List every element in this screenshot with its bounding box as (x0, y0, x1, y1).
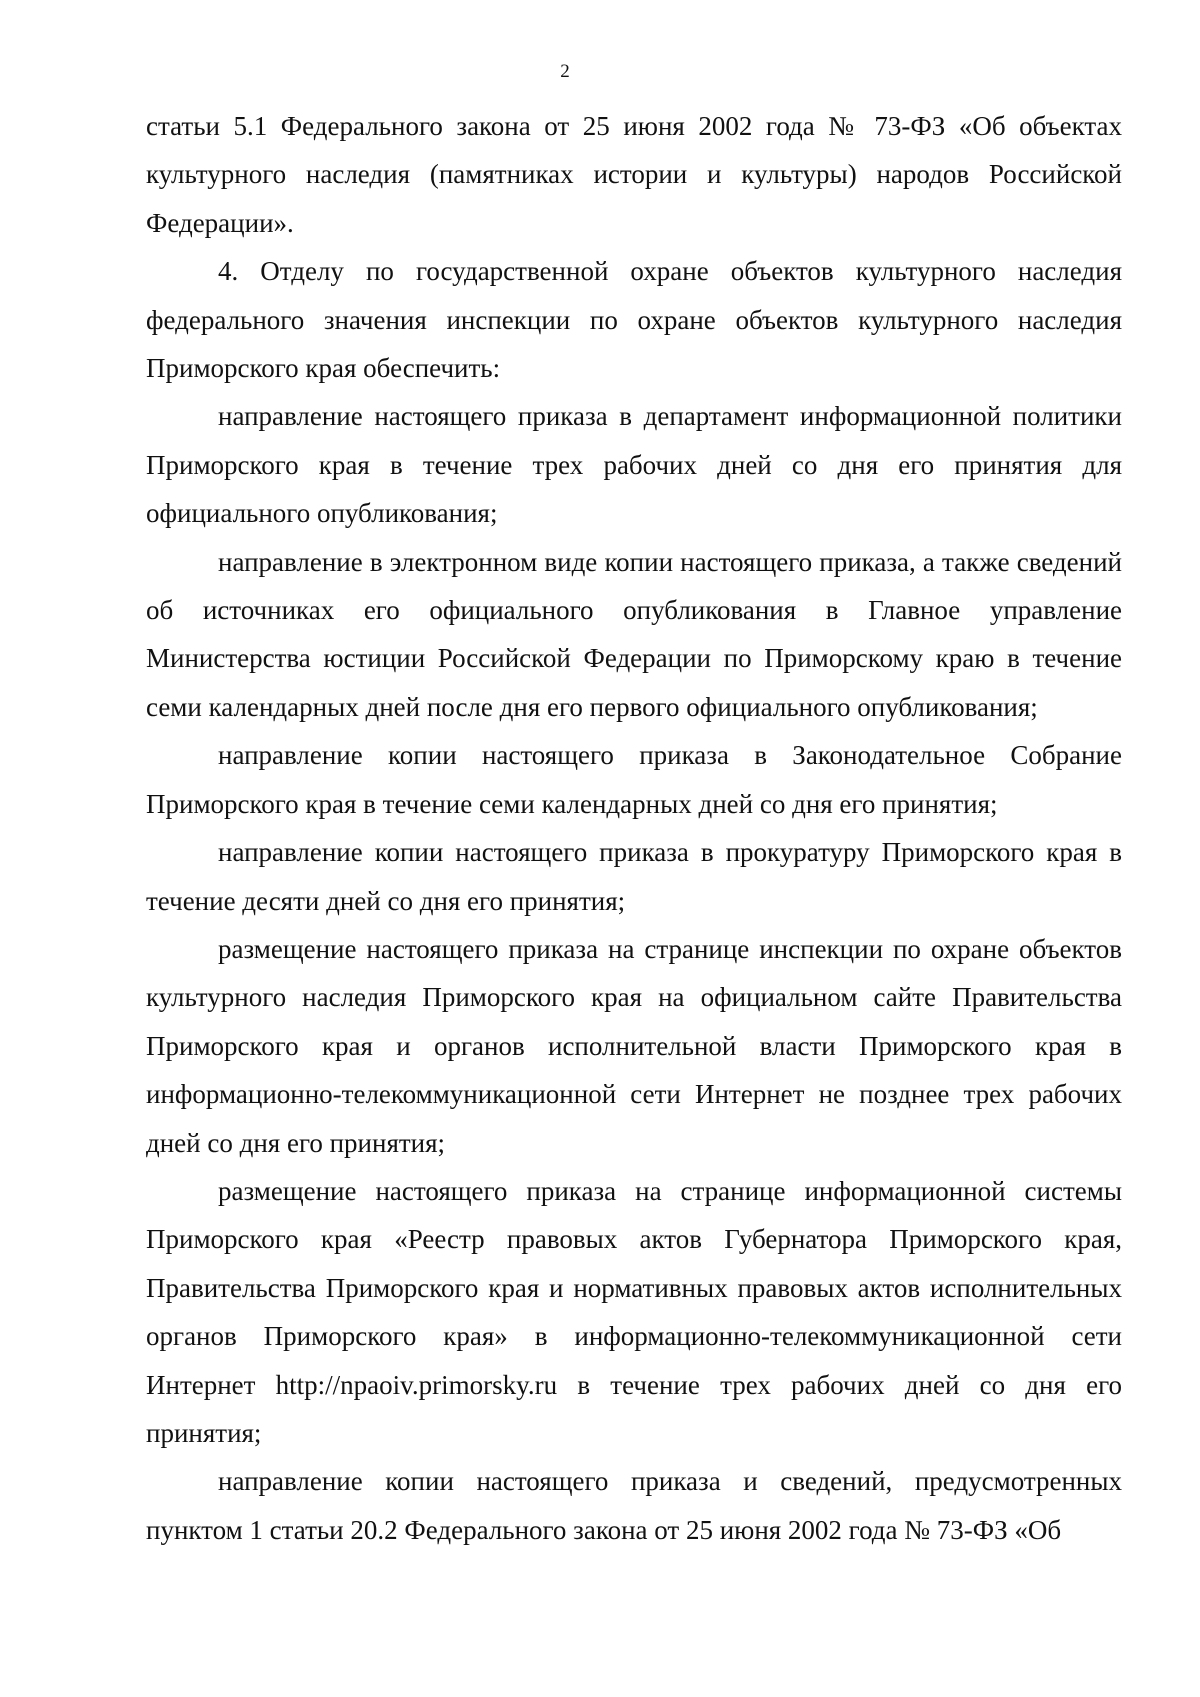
document-body (146, 102, 1122, 1554)
paragraph-info-policy-dept: направление настоящего приказа в департамент информационной политики Приморского края в течение трех рабочих дней со дня его принятия для официального опубликования; (146, 401, 1122, 529)
paragraph-item-4: 4. Отделу по государственной охране объектов культурного наследия федерального значения инспекции по охране объектов культурного наследия Приморского края обеспечить: (146, 256, 1122, 384)
paragraph-inspection-website: размещение настоящего приказа на странице инспекции по охране объектов культурного наследия Приморского края на официальном сайте Правительства Приморского края и органов исполнительной власти Приморского края в информационно-телекоммуникационной сети Интернет не позднее трех рабочих дней со дня его принятия; (146, 933, 1122, 1158)
paragraph-legislative-assembly: направление копии настоящего приказа в Законодательное Собрание Приморского края в течение семи календарных дней со дня его принятия; (146, 740, 1122, 819)
paragraph-ministry-justice: направление в электронном виде копии настоящего приказа, а также сведений об источниках его официального опубликования в Главное управление Министерства юстиции Российской Федерации по Приморскому краю в течение семи календарных дней после дня его первого официального опубликования; (146, 546, 1122, 722)
paragraph-continuation: статьи 5.1 Федерального закона от 25 июня 2002 года № 73-ФЗ «Об объектах культурного наследия (памятниках истории и культуры) народов Российской Федерации». (146, 111, 1122, 238)
page-number: 2 (560, 61, 570, 82)
paragraph-legal-acts-registry: размещение настоящего приказа на странице информационной системы Приморского края «Реестр правовых актов Губернатора Приморского края, Правительства Приморского края и нормативных правовых актов исполнительных органов Приморского края» в информационно-телекоммуникационной сети Интернет http://npaoiv.primorsky.ru в течение трех рабочих дней со дня его принятия; (146, 1175, 1122, 1448)
paragraph-prosecutor: направление копии настоящего приказа в прокуратуру Приморского края в течение десяти дней со дня его принятия; (146, 837, 1122, 916)
paragraph-copy-and-info: направление копии настоящего приказа и сведений, предусмотренных пунктом 1 статьи 20.2 Федерального закона от 25 июня 2002 года № 73-ФЗ «Об (146, 1466, 1122, 1545)
